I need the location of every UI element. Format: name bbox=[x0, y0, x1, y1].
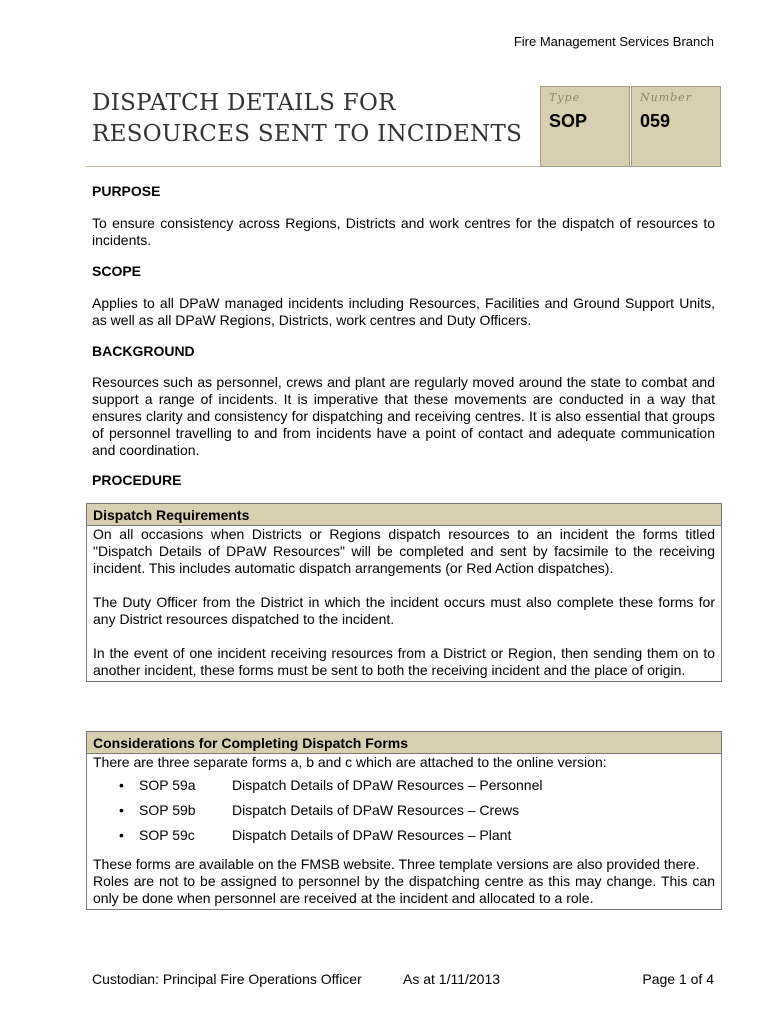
list-item bbox=[93, 827, 715, 852]
scope-text: Applies to all DPaW managed incidents including Resources, Facilities and Ground Support Units, as well as all DPaW Regions, Districts, work centres and Duty Officers. bbox=[92, 295, 715, 328]
dispatch-paragraph-3: In the event of one incident receiving resources from a District or Region, then sending them on to another incident, these forms must be sent to both the receiving incident and the place of origin. bbox=[93, 645, 715, 678]
dispatch-requirements-heading: Dispatch Requirements bbox=[87, 504, 721, 526]
footer-page-number: Page 1 of 4 bbox=[642, 971, 714, 987]
form-code: SOP 59b bbox=[139, 802, 196, 818]
dispatch-requirements-table bbox=[86, 503, 722, 682]
type-value: SOP bbox=[549, 111, 588, 131]
form-code: SOP 59a bbox=[139, 777, 196, 793]
footer-date: As at 1/11/2013 bbox=[403, 971, 501, 987]
forms-list bbox=[93, 777, 715, 852]
dispatch-paragraph-1: On all occasions when Districts or Regions dispatch resources to an incident the forms titled "Dispatch Details of DPaW Resources" will be completed and sent by facsimile to the receiving incident. This includes automatic dispatch arrangements (or Red Action dispatches). bbox=[93, 526, 715, 576]
dispatch-requirements-body bbox=[87, 526, 721, 681]
branch-header: Fire Management Services Branch bbox=[513, 34, 714, 49]
type-label: Type bbox=[549, 91, 581, 104]
purpose-text: To ensure consistency across Regions, Districts and work centres for the dispatch of resources to incidents. bbox=[92, 215, 715, 248]
procedure-heading: PROCEDURE bbox=[92, 472, 182, 488]
form-code: SOP 59c bbox=[139, 827, 195, 843]
form-description: Dispatch Details of DPaW Resources – Plant bbox=[232, 827, 512, 843]
title-line-1: DISPATCH DETAILS FOR bbox=[92, 90, 396, 116]
list-item bbox=[93, 802, 715, 827]
title-line-2: RESOURCES SENT TO INCIDENTS bbox=[92, 121, 523, 147]
page-title bbox=[92, 88, 522, 150]
number-box bbox=[631, 86, 721, 167]
considerations-table bbox=[86, 731, 722, 910]
form-description: Dispatch Details of DPaW Resources – Crews bbox=[232, 802, 520, 818]
dispatch-paragraph-2: The Duty Officer from the District in which the incident occurs must also complete these forms for any District resources dispatched to the incident. bbox=[93, 594, 715, 627]
considerations-note-1: These forms are available on the FMSB website. Three template versions are also provided there. bbox=[93, 856, 700, 872]
list-item bbox=[93, 777, 715, 802]
considerations-intro: There are three separate forms a, b and c which are attached to the online version: bbox=[93, 754, 607, 770]
number-value: 059 bbox=[640, 111, 671, 131]
type-box bbox=[540, 86, 630, 167]
considerations-note-2: Roles are not to be assigned to personnel by the dispatching centre as this may change. This can only be done when personnel are received at the incident and allocated to a role. bbox=[93, 873, 715, 906]
background-heading: BACKGROUND bbox=[92, 343, 195, 359]
number-label: Number bbox=[640, 91, 692, 104]
scope-heading: SCOPE bbox=[92, 263, 142, 279]
form-description: Dispatch Details of DPaW Resources – Personnel bbox=[232, 777, 543, 793]
footer-custodian: Custodian: Principal Fire Operations Officer bbox=[92, 971, 362, 987]
background-text: Resources such as personnel, crews and plant are regularly moved around the state to combat and support a range of incidents. It is imperative that these movements are conducted in a way that ensures clarity and consistency for dispatching and receiving centres. It is also essential that groups of personnel travelling to and from incidents have a point of contact and adequate communication and coordination. bbox=[92, 374, 715, 458]
considerations-body bbox=[87, 754, 721, 909]
purpose-heading: PURPOSE bbox=[92, 183, 161, 199]
considerations-heading: Considerations for Completing Dispatch Forms bbox=[87, 732, 721, 754]
